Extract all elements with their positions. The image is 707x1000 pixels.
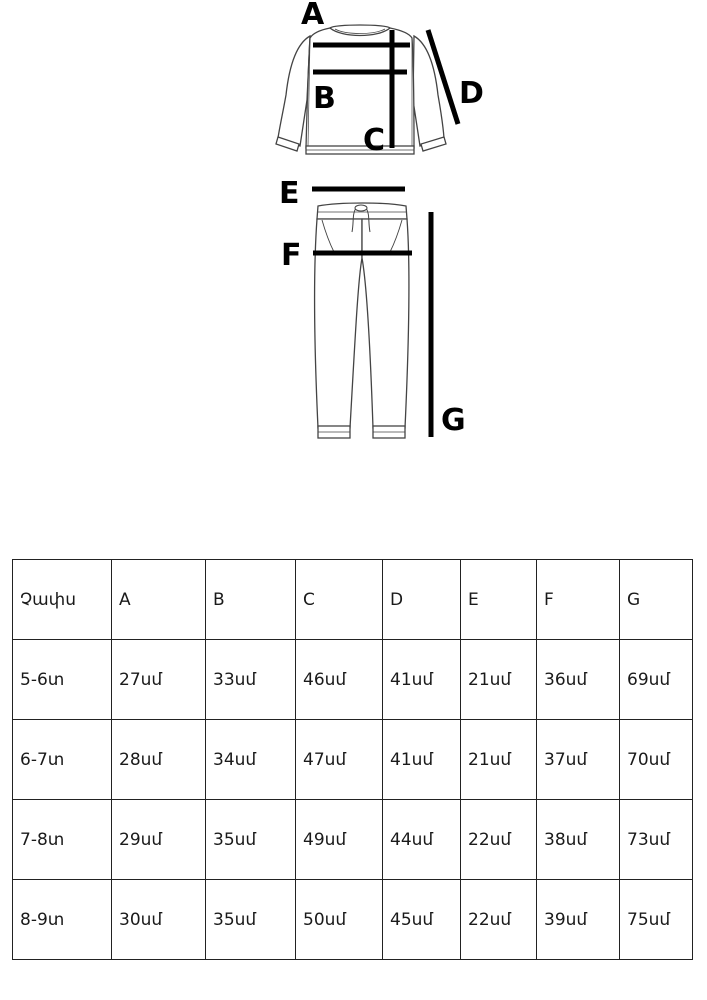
label-d: D bbox=[459, 76, 484, 111]
label-a: A bbox=[301, 0, 325, 32]
table-cell: 41սմ bbox=[383, 640, 461, 720]
label-e: E bbox=[279, 176, 300, 211]
table-cell: 38սմ bbox=[537, 800, 620, 880]
size-chart-table bbox=[12, 559, 693, 960]
header-cell: E bbox=[461, 560, 537, 640]
label-f: F bbox=[281, 238, 302, 273]
table-cell: 39սմ bbox=[537, 880, 620, 960]
header-cell: D bbox=[383, 560, 461, 640]
table-cell: 35սմ bbox=[206, 800, 296, 880]
table-cell: 21սմ bbox=[461, 640, 537, 720]
table-cell: 22սմ bbox=[461, 880, 537, 960]
label-g: G bbox=[441, 403, 466, 438]
size-cell: 7-8տ bbox=[13, 800, 112, 880]
table-cell: 30սմ bbox=[112, 880, 206, 960]
table-cell: 41սմ bbox=[383, 720, 461, 800]
table-cell: 29սմ bbox=[112, 800, 206, 880]
table-cell: 21սմ bbox=[461, 720, 537, 800]
table-cell: 49սմ bbox=[296, 800, 383, 880]
table-cell: 75սմ bbox=[620, 880, 693, 960]
header-cell: A bbox=[112, 560, 206, 640]
table-header-row bbox=[13, 560, 693, 640]
table-cell: 34սմ bbox=[206, 720, 296, 800]
table-cell: 46սմ bbox=[296, 640, 383, 720]
header-cell: Չափս bbox=[13, 560, 112, 640]
label-b: B bbox=[313, 81, 336, 116]
table-cell: 70սմ bbox=[620, 720, 693, 800]
table-cell: 73սմ bbox=[620, 800, 693, 880]
header-cell: B bbox=[206, 560, 296, 640]
table-cell: 28սմ bbox=[112, 720, 206, 800]
table-row bbox=[13, 880, 693, 960]
pants-illustration bbox=[315, 203, 410, 438]
header-cell: C bbox=[296, 560, 383, 640]
table-cell: 47սմ bbox=[296, 720, 383, 800]
table-cell: 50սմ bbox=[296, 880, 383, 960]
size-cell: 5-6տ bbox=[13, 640, 112, 720]
size-cell: 8-9տ bbox=[13, 880, 112, 960]
label-c: C bbox=[363, 123, 386, 158]
table-row bbox=[13, 800, 693, 880]
table-cell: 44սմ bbox=[383, 800, 461, 880]
table-row bbox=[13, 720, 693, 800]
header-cell: F bbox=[537, 560, 620, 640]
table-cell: 27սմ bbox=[112, 640, 206, 720]
table-cell: 45սմ bbox=[383, 880, 461, 960]
size-diagram bbox=[0, 0, 707, 450]
size-cell: 6-7տ bbox=[13, 720, 112, 800]
header-cell: G bbox=[620, 560, 693, 640]
table-cell: 35սմ bbox=[206, 880, 296, 960]
table-cell: 22սմ bbox=[461, 800, 537, 880]
table-cell: 37սմ bbox=[537, 720, 620, 800]
table-cell: 69սմ bbox=[620, 640, 693, 720]
table-cell: 33սմ bbox=[206, 640, 296, 720]
table-row bbox=[13, 640, 693, 720]
table-cell: 36սմ bbox=[537, 640, 620, 720]
